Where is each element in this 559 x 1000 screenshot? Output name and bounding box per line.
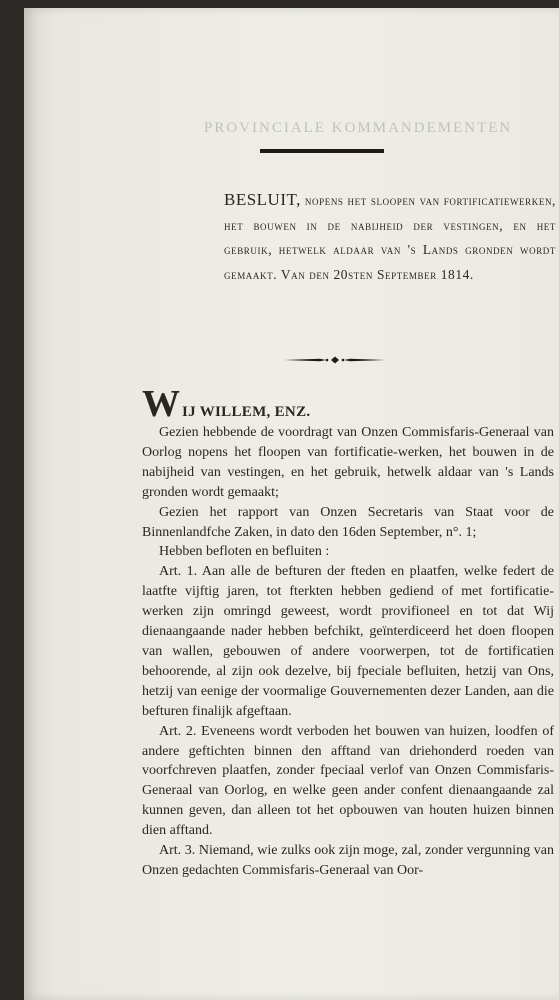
paragraph-gezien-voordragt: Gezien hebbende de voordragt van Onzen Commisfaris-Generaal van Oorlog nopens het floopen van fortificatie-werken, het bouwen in de nabijheid van vestingen, en het gebruik, hetwelk aldaar van 's Lands gronden wordt gemaakt; xyxy=(142,425,554,500)
drop-cap: W xyxy=(142,383,180,425)
article-2: Art. 2. Eveneens wordt verboden het bouwen van huizen, loodfen of andere geftichten binnen den afftand van driehonderd roeden van voorfchreven plaatfen, zonder fpeciaal verlof van Onzen Commisfaris-Generaal van Oorlog, en welke geen ander confent dienaangaande zal kunnen geven, dan alleen tot het opbouwen van houten huizen binnen dien afftand. xyxy=(142,723,554,839)
article-3: Art. 3. Niemand, wie zulks ook zijn moge, zal, zonder vergunning van Onzen gedachten Commisfaris-Generaal van Oor- xyxy=(142,843,554,878)
ornament-rule xyxy=(282,355,388,365)
decree-title xyxy=(224,188,556,287)
article-1: Art. 1. Aan alle de befturen der fteden en plaatfen, welke federt de laatfte vijftig jaren, tot fterkten hebben gediend of met fortificatie-werken zijn omringd geweest, wordt provifioneel en tot dat Wij dienaangaande nader hebben befchikt, geïnterdiceerd het doen floopen van wallen, gebouwen of andere voorwerpen, tot de fortificatien behoorende, al zijn ook dezelve, bij fpeciale befluiten, hetzij van Ons, hetzij van eenige der voormalige Gouvernementen dezer Landen, aan die befturen finalijk afgeftaan. xyxy=(142,564,554,719)
decree-title-first-word: BESLUIT, xyxy=(224,190,301,209)
paragraph-befluiten: Hebben befloten en befluiten : xyxy=(159,544,330,560)
book-page xyxy=(24,8,559,1000)
bleed-through-text: PROVINCIALE KOMMANDEMENTEN xyxy=(204,120,513,136)
top-rule xyxy=(260,149,384,153)
heading-rest: IJ WILLEM, ENZ. xyxy=(182,404,311,420)
paragraph-gezien-rapport: Gezien het rapport van Onzen Secretaris van Staat voor de Binnenlandfche Zaken, in dato den 16den September, n°. 1; xyxy=(142,504,554,540)
decree-heading xyxy=(142,385,310,423)
decree-body xyxy=(142,423,554,881)
decree-title-rest: nopens het sloopen van fortificatiewerken, het bouwen in de nabijheid der vestingen, en het gebruik, hetwelk aldaar van 's Lands gronden wordt gemaakt. Van den 20sten September 1814. xyxy=(224,193,556,282)
